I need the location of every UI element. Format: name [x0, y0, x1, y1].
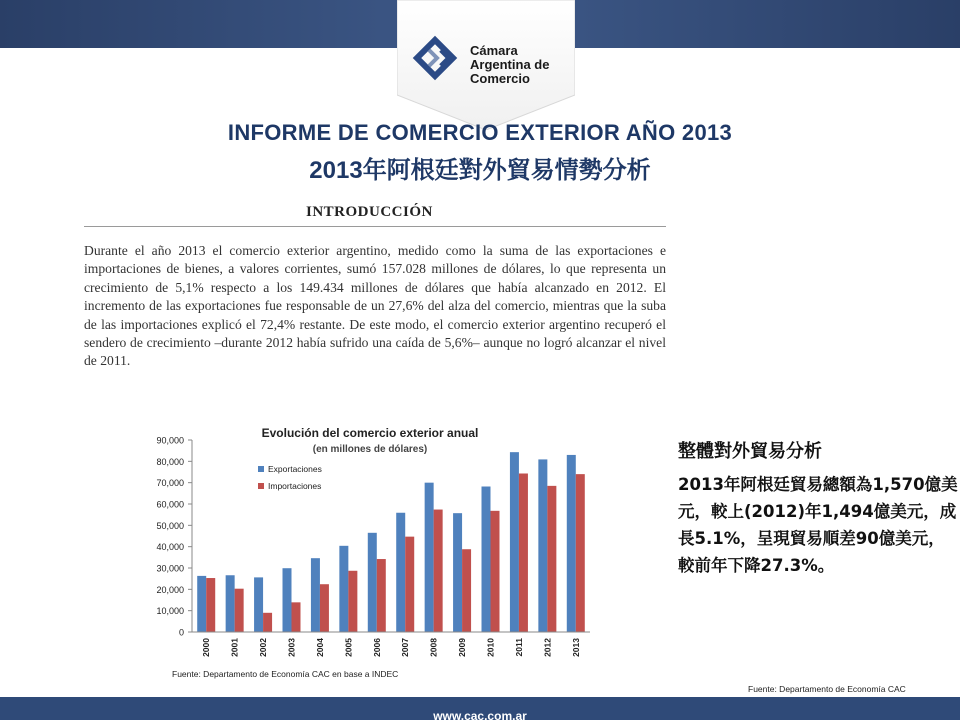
- bar-exportaciones-2009: [453, 513, 462, 632]
- x-tick-label: 2008: [428, 638, 439, 657]
- x-tick-label: 2009: [457, 638, 468, 657]
- x-tick-label: 2011: [513, 638, 524, 657]
- y-tick-label: 20,000: [156, 584, 184, 595]
- y-tick-label: 10,000: [156, 606, 184, 617]
- bar-importaciones-2002: [263, 613, 272, 632]
- bar-importaciones-2010: [491, 511, 500, 632]
- bar-exportaciones-2004: [311, 558, 320, 632]
- x-tick-label: 2001: [229, 638, 240, 657]
- y-tick-label: 60,000: [156, 499, 184, 510]
- legend-label-exportaciones: Exportaciones: [268, 464, 322, 474]
- bar-exportaciones-2001: [226, 575, 235, 632]
- bar-importaciones-2000: [206, 578, 215, 632]
- bar-importaciones-2009: [462, 549, 471, 632]
- x-tick-label: 2005: [343, 638, 354, 657]
- x-tick-label: 2013: [570, 638, 581, 657]
- x-tick-label: 2007: [400, 638, 411, 657]
- y-tick-label: 90,000: [156, 435, 184, 446]
- bar-exportaciones-2003: [283, 568, 292, 632]
- bar-importaciones-2011: [519, 473, 528, 632]
- y-tick-label: 80,000: [156, 456, 184, 467]
- legend-swatch-exportaciones: [258, 466, 264, 472]
- bar-exportaciones-2008: [425, 483, 434, 632]
- bar-exportaciones-2002: [254, 577, 263, 632]
- report-title-chinese: 2013年阿根廷對外貿易情勢分析: [309, 157, 651, 184]
- bar-importaciones-2012: [547, 486, 556, 632]
- y-tick-label: 30,000: [156, 563, 184, 574]
- chart-source: Fuente: Departamento de Economía CAC en base a INDEC: [172, 669, 399, 679]
- x-tick-label: 2006: [371, 638, 382, 657]
- logo-wordmark: [470, 44, 549, 86]
- y-tick-label: 0: [178, 627, 184, 638]
- bar-importaciones-2013: [576, 474, 585, 632]
- y-tick-label: 70,000: [156, 478, 184, 489]
- chart-subtitle: (en millones de dólares): [312, 444, 428, 455]
- legend-swatch-importaciones: [258, 483, 264, 489]
- bar-importaciones-2004: [320, 584, 329, 632]
- trade-chart: [140, 415, 600, 687]
- bar-importaciones-2008: [434, 510, 443, 632]
- bar-exportaciones-2012: [538, 459, 547, 632]
- x-tick-label: 2003: [286, 638, 297, 657]
- bar-exportaciones-2000: [197, 576, 206, 632]
- intro-divider: [84, 226, 666, 227]
- bar-importaciones-2007: [405, 537, 414, 632]
- bar-exportaciones-2011: [510, 452, 519, 632]
- intro-heading: INTRODUCCIÓN: [306, 204, 433, 220]
- bar-importaciones-2003: [292, 602, 301, 632]
- x-tick-label: 2004: [314, 638, 325, 657]
- footer-source: Fuente: Departamento de Economía CAC: [748, 684, 906, 694]
- x-tick-label: 2010: [485, 638, 496, 657]
- intro-paragraph: Durante el año 2013 el comercio exterior argentino, medido como la suma de las exportaciones e importaciones de bienes, a valores corrientes, sumó 157.028 millones de dólares, lo que representa un crecimiento de 5,1% respecto a los 149.434 millones de dólares que había alcanzado en 2012. El incremento de las exportaciones fue responsable de un 27,6% del alza del comercio, mientras que la suba de las importaciones explicó el 72,4% restante. De este modo, el comercio exterior argentino recuperó el sendero de crecimiento –durante 2012 había sufrido una caída de 5,6%– aunque no logró alcanzar el nivel de 2011.: [84, 243, 666, 369]
- y-tick-label: 50,000: [156, 520, 184, 531]
- bar-importaciones-2005: [348, 571, 357, 632]
- legend-label-importaciones: Importaciones: [268, 481, 322, 491]
- chart-title: Evolución del comercio exterior anual: [261, 426, 479, 440]
- bar-exportaciones-2013: [567, 455, 576, 632]
- report-title: INFORME DE COMERCIO EXTERIOR AÑO 2013: [227, 120, 733, 145]
- x-tick-label: 2002: [258, 638, 269, 657]
- bar-exportaciones-2010: [482, 487, 491, 632]
- bar-importaciones-2001: [235, 589, 244, 632]
- x-tick-label: 2012: [542, 638, 553, 657]
- x-tick-label: 2000: [201, 638, 212, 657]
- website-link[interactable]: www.cac.com.ar: [433, 709, 527, 723]
- bar-exportaciones-2005: [339, 546, 348, 632]
- logo-line-1: Cámara: [470, 43, 518, 58]
- bar-exportaciones-2006: [368, 533, 377, 632]
- y-tick-label: 40,000: [156, 542, 184, 553]
- bar-importaciones-2006: [377, 559, 386, 632]
- logo-line-3: Comercio: [470, 71, 530, 86]
- analysis-title: 整體對外貿易分析: [678, 441, 822, 462]
- bar-exportaciones-2007: [396, 513, 405, 632]
- logo-line-2: Argentina de: [470, 57, 550, 72]
- analysis-text: 2013年阿根廷貿易總額為1,570億美元，較上(2012)年1,494億美元，成長5.1%，呈現貿易順差90億美元，較前年下降27.3%。: [678, 475, 958, 575]
